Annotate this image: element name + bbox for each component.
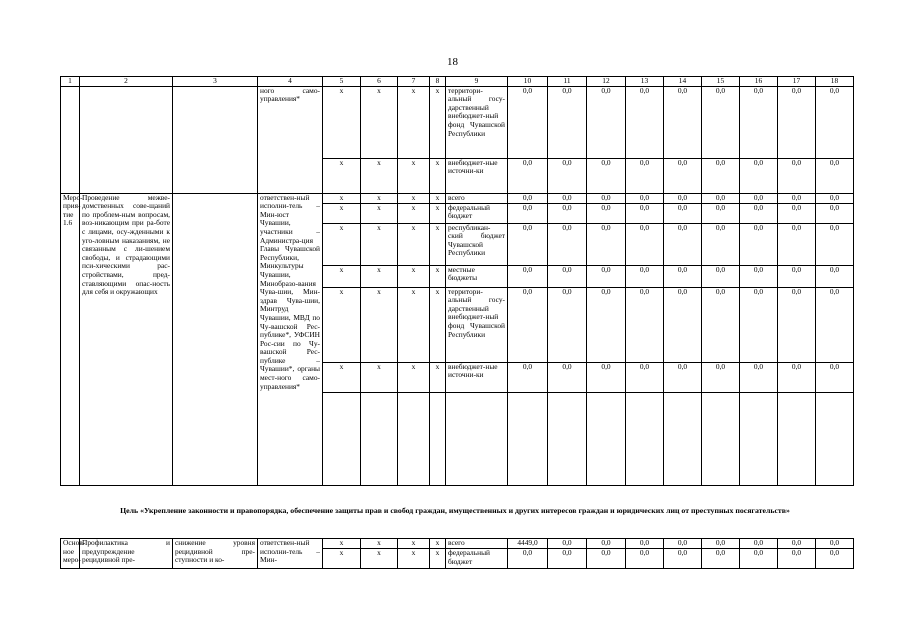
source-cell: всего — [446, 193, 508, 203]
mark-cell: x — [323, 362, 361, 392]
mark-cell: x — [430, 86, 446, 158]
source-cell: территори-альный госу-дарственный внебюджет-ный фонд Чувашской Республики — [446, 287, 508, 362]
value-cell: 0,0 — [664, 158, 702, 193]
column-number-cell: 7 — [398, 77, 430, 87]
value-cell: 0,0 — [548, 223, 587, 265]
value-cell: 0,0 — [816, 362, 854, 392]
mark-cell: x — [398, 362, 430, 392]
source-cell: республикан-ский бюджет Чувашской Республики — [446, 223, 508, 265]
value-cell: 0,0 — [702, 193, 740, 203]
value-cell: 0,0 — [548, 287, 587, 362]
source-cell: федеральный бюджет — [446, 203, 508, 223]
mark-cell: x — [323, 158, 361, 193]
source-cell: внебюджет-ные источни-ки — [446, 158, 508, 193]
mark-cell: x — [398, 158, 430, 193]
column-number-cell: 18 — [816, 77, 854, 87]
cell-empty — [740, 392, 778, 485]
source-cell: территори-альный госу-дарственный внебюджет-ный фонд Чувашской Республики — [446, 86, 508, 158]
value-cell: 0,0 — [816, 549, 854, 569]
value-cell: 0,0 — [702, 549, 740, 569]
executor-cell: ного само-управления* — [258, 86, 323, 193]
mark-cell: x — [430, 193, 446, 203]
value-cell: 0,0 — [626, 549, 664, 569]
value-cell: 0,0 — [740, 86, 778, 158]
value-cell: 0,0 — [740, 193, 778, 203]
value-cell: 0,0 — [664, 203, 702, 223]
cell-empty — [173, 193, 258, 485]
activity-name-cell: Проведение межве-домственных сове-щаний по проблем-ным вопросам, воз-никающим при ра-боте с лицами, осу-жденными к уго-ловным наказаниям, не связанным с ли-шением свободы, и страдающими пси-хическими рас-стройствами, пред-ставляющими опас-ность для себя и окружающих — [80, 193, 173, 485]
value-cell: 0,0 — [816, 223, 854, 265]
value-cell: 0,0 — [626, 539, 664, 549]
value-cell: 0,0 — [740, 287, 778, 362]
mark-cell: x — [361, 193, 398, 203]
mark-cell: x — [361, 549, 398, 569]
mark-cell: x — [398, 203, 430, 223]
value-cell: 0,0 — [740, 362, 778, 392]
value-cell: 0,0 — [626, 362, 664, 392]
value-cell: 0,0 — [587, 362, 626, 392]
value-cell: 0,0 — [548, 158, 587, 193]
cell-empty — [702, 392, 740, 485]
cell-empty — [587, 392, 626, 485]
header-row — [61, 77, 854, 87]
value-cell: 0,0 — [740, 549, 778, 569]
cell-empty — [778, 392, 816, 485]
goal-heading: Цель «Укрепление законности и правопорядка, обеспечение защиты прав и свобод граждан, имущественных и других интересов граждан и юридических лиц от преступных посягательств» — [120, 506, 790, 515]
cell-empty — [80, 86, 173, 193]
value-cell: 0,0 — [626, 203, 664, 223]
mark-cell: x — [361, 86, 398, 158]
cell-empty — [816, 392, 854, 485]
value-cell: 0,0 — [548, 203, 587, 223]
value-cell: 0,0 — [626, 223, 664, 265]
value-cell: 0,0 — [508, 287, 548, 362]
value-cell: 0,0 — [816, 193, 854, 203]
column-number-cell: 17 — [778, 77, 816, 87]
value-cell: 0,0 — [816, 539, 854, 549]
source-cell: федеральный бюджет — [446, 549, 508, 569]
cell-empty — [173, 86, 258, 193]
mark-cell: x — [323, 193, 361, 203]
value-cell: 0,0 — [778, 158, 816, 193]
activity-number-cell: Основ-ное меро- — [61, 539, 80, 569]
value-cell: 0,0 — [626, 265, 664, 287]
value-cell: 0,0 — [778, 223, 816, 265]
program-table-continued — [60, 538, 854, 569]
mark-cell: x — [398, 539, 430, 549]
table-row — [61, 539, 854, 549]
column-number-cell: 2 — [80, 77, 173, 87]
value-cell: 0,0 — [587, 193, 626, 203]
value-cell: 0,0 — [702, 539, 740, 549]
value-cell: 0,0 — [740, 265, 778, 287]
value-cell: 0,0 — [702, 86, 740, 158]
value-cell: 0,0 — [664, 539, 702, 549]
value-cell: 0,0 — [508, 193, 548, 203]
cell-empty — [664, 392, 702, 485]
mark-cell: x — [361, 287, 398, 362]
value-cell: 0,0 — [587, 223, 626, 265]
mark-cell: x — [323, 203, 361, 223]
column-number-cell: 8 — [430, 77, 446, 87]
mark-cell: x — [430, 203, 446, 223]
value-cell: 0,0 — [587, 203, 626, 223]
indicator-cell: снижение уровня рецидивной пре-ступности и ко- — [173, 539, 258, 569]
activity-number-cell: Меро-прия-тие 1.6 — [61, 193, 80, 485]
value-cell: 0,0 — [702, 223, 740, 265]
cell-empty — [626, 392, 664, 485]
cell-empty — [398, 392, 430, 485]
cell-empty — [61, 86, 80, 193]
mark-cell: x — [430, 287, 446, 362]
value-cell: 0,0 — [702, 203, 740, 223]
mark-cell: x — [398, 86, 430, 158]
value-cell: 0,0 — [508, 549, 548, 569]
mark-cell: x — [430, 223, 446, 265]
column-number-cell: 16 — [740, 77, 778, 87]
value-cell: 0,0 — [702, 362, 740, 392]
mark-cell: x — [323, 86, 361, 158]
mark-cell: x — [361, 539, 398, 549]
executor-cell: ответствен-ный исполни-тель – Мин- — [258, 539, 323, 569]
value-cell: 0,0 — [664, 223, 702, 265]
value-cell: 0,0 — [548, 265, 587, 287]
value-cell: 0,0 — [740, 203, 778, 223]
cell-empty — [361, 392, 398, 485]
value-cell: 0,0 — [816, 86, 854, 158]
value-cell: 0,0 — [664, 265, 702, 287]
mark-cell: x — [361, 265, 398, 287]
value-cell: 0,0 — [587, 86, 626, 158]
mark-cell: x — [323, 549, 361, 569]
column-number-cell: 3 — [173, 77, 258, 87]
page-number: 18 — [447, 56, 458, 68]
column-number-cell: 15 — [702, 77, 740, 87]
activity-name-cell: Профилактика и предупреждение рецидивной пре- — [80, 539, 173, 569]
value-cell: 0,0 — [778, 549, 816, 569]
cell-empty — [446, 392, 508, 485]
value-cell: 0,0 — [587, 265, 626, 287]
mark-cell: x — [430, 362, 446, 392]
value-cell: 0,0 — [548, 193, 587, 203]
value-cell: 0,0 — [508, 265, 548, 287]
value-cell: 0,0 — [508, 158, 548, 193]
column-number-cell: 4 — [258, 77, 323, 87]
value-cell: 0,0 — [778, 193, 816, 203]
mark-cell: x — [430, 158, 446, 193]
mark-cell: x — [361, 223, 398, 265]
mark-cell: x — [430, 265, 446, 287]
column-number-cell: 10 — [508, 77, 548, 87]
mark-cell: x — [323, 265, 361, 287]
cell-empty — [323, 392, 361, 485]
cell-empty — [508, 392, 548, 485]
value-cell: 0,0 — [626, 193, 664, 203]
value-cell: 0,0 — [548, 86, 587, 158]
value-cell: 0,0 — [664, 86, 702, 158]
value-cell: 0,0 — [816, 158, 854, 193]
value-cell: 0,0 — [587, 549, 626, 569]
value-cell: 0,0 — [626, 158, 664, 193]
cell-empty — [548, 392, 587, 485]
column-number-cell: 9 — [446, 77, 508, 87]
cell-empty — [430, 392, 446, 485]
value-cell: 0,0 — [508, 203, 548, 223]
mark-cell: x — [361, 158, 398, 193]
value-cell: 0,0 — [816, 265, 854, 287]
column-number-cell: 6 — [361, 77, 398, 87]
value-cell: 0,0 — [740, 223, 778, 265]
value-cell: 0,0 — [626, 86, 664, 158]
table-row — [61, 86, 854, 158]
table-row — [61, 193, 854, 203]
value-cell: 0,0 — [702, 158, 740, 193]
value-cell: 0,0 — [816, 203, 854, 223]
value-cell: 0,0 — [548, 539, 587, 549]
mark-cell: x — [430, 539, 446, 549]
value-cell: 0,0 — [548, 549, 587, 569]
value-cell: 0,0 — [664, 193, 702, 203]
mark-cell: x — [361, 203, 398, 223]
mark-cell: x — [361, 362, 398, 392]
executor-cell: ответствен-ный исполни-тель – Мин-юст Чувашии, участники – Администра-ция Главы Чувашской Республики, Минкультуры Чувашии, Минобразо-вания Чува-шии, Мин-здрав Чува-шии, Минтруд Чувашии, МВД по Чу-вашской Рес-публике*, УФСИН Рос-сии по Чу-вашской Рес-публике – Чувашии*, органы мест-ного само-управления* — [258, 193, 323, 485]
column-number-cell: 13 — [626, 77, 664, 87]
source-cell: всего — [446, 539, 508, 549]
value-cell: 0,0 — [664, 287, 702, 362]
program-table — [60, 76, 854, 486]
value-cell: 0,0 — [702, 287, 740, 362]
value-cell: 0,0 — [740, 539, 778, 549]
source-cell: местные бюджеты — [446, 265, 508, 287]
value-cell: 0,0 — [587, 539, 626, 549]
value-cell: 0,0 — [626, 287, 664, 362]
value-cell: 0,0 — [778, 539, 816, 549]
mark-cell: x — [398, 287, 430, 362]
column-number-cell: 11 — [548, 77, 587, 87]
value-cell: 0,0 — [816, 287, 854, 362]
value-cell: 0,0 — [664, 362, 702, 392]
value-cell: 0,0 — [508, 223, 548, 265]
value-cell: 0,0 — [778, 86, 816, 158]
value-cell: 0,0 — [548, 362, 587, 392]
column-number-cell: 1 — [61, 77, 80, 87]
column-number-cell: 14 — [664, 77, 702, 87]
mark-cell: x — [398, 193, 430, 203]
column-number-cell: 5 — [323, 77, 361, 87]
column-number-cell: 12 — [587, 77, 626, 87]
value-cell: 0,0 — [778, 203, 816, 223]
value-cell: 0,0 — [508, 362, 548, 392]
value-cell: 0,0 — [664, 549, 702, 569]
value-cell: 0,0 — [587, 287, 626, 362]
source-cell: внебюджет-ные источни-ки — [446, 362, 508, 392]
value-cell: 0,0 — [702, 265, 740, 287]
mark-cell: x — [398, 549, 430, 569]
value-cell: 0,0 — [587, 158, 626, 193]
value-cell: 0,0 — [778, 287, 816, 362]
mark-cell: x — [323, 539, 361, 549]
value-cell: 0,0 — [740, 158, 778, 193]
value-cell: 0,0 — [508, 86, 548, 158]
value-cell: 0,0 — [778, 362, 816, 392]
value-cell: 4449,0 — [508, 539, 548, 549]
value-cell: 0,0 — [778, 265, 816, 287]
mark-cell: x — [398, 223, 430, 265]
mark-cell: x — [398, 265, 430, 287]
mark-cell: x — [323, 287, 361, 362]
mark-cell: x — [430, 549, 446, 569]
mark-cell: x — [323, 223, 361, 265]
